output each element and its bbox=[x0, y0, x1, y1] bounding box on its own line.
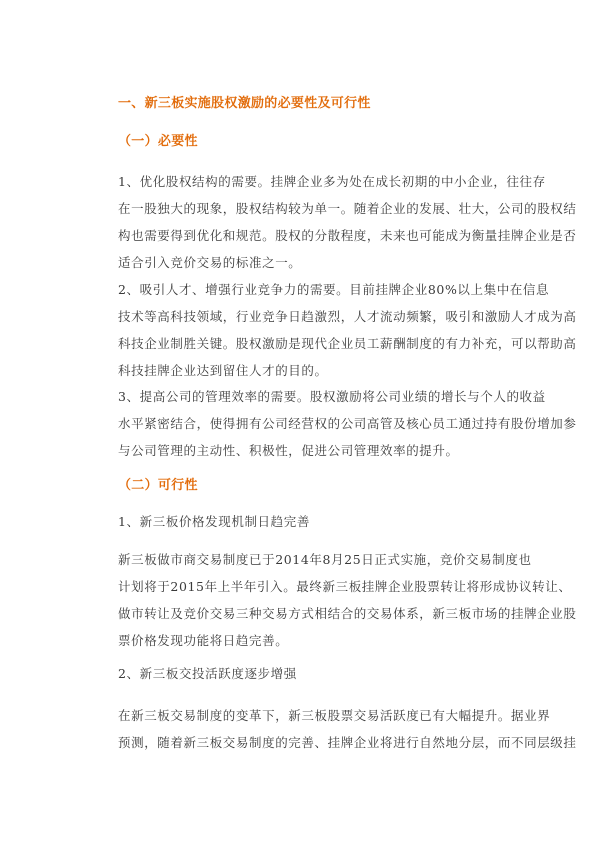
paragraph-line: 预测，随着新三板交易制度的完善、挂牌企业将进行自然地分层，而不同层级挂 bbox=[118, 735, 577, 750]
paragraph-line: 在新三板交易制度的变革下，新三板股票交易活跃度已有大幅提升。据业界 bbox=[118, 708, 551, 723]
paragraph-necessity-3 bbox=[118, 383, 577, 464]
paragraph-necessity-1 bbox=[118, 168, 577, 276]
paragraph-line: 新三板做市商交易制度已于2014年8月25日正式实施，竞价交易制度也 bbox=[118, 552, 532, 567]
paragraph-line: 2、吸引人才、增强行业竞争力的需要。目前挂牌企业80%以上集中在信息 bbox=[118, 282, 550, 297]
paragraph-line: 科技挂牌企业达到留住人才的目的。 bbox=[118, 363, 328, 378]
paragraph-line: 科技企业制胜关键。股权激励是现代企业员工薪酬制度的有力补充，可以帮助高 bbox=[118, 336, 577, 351]
paragraph-line: 技术等高科技领域，行业竞争日趋激烈，人才流动频繁，吸引和激励人才成为高 bbox=[118, 309, 577, 324]
paragraph-feasibility-1 bbox=[118, 546, 577, 654]
paragraph-line: 票价格发现功能将日趋完善。 bbox=[118, 633, 289, 648]
subsection-heading-necessity: （一）必要性 bbox=[118, 134, 198, 149]
subsection-heading-feasibility: （二）可行性 bbox=[118, 478, 198, 493]
paragraph-line: 水平紧密结合，使得拥有公司经营权的公司高管及核心员工通过持有股份增加参 bbox=[118, 416, 577, 431]
paragraph-line: 做市转让及竞价交易三种交易方式相结合的交易体系，新三板市场的挂牌企业股 bbox=[118, 606, 577, 621]
paragraph-line: 与公司管理的主动性、积极性，促进公司管理效率的提升。 bbox=[118, 443, 459, 458]
paragraph-feasibility-2 bbox=[118, 702, 577, 756]
feasibility-item-2-title: 2、新三板交投活跃度逐步增强 bbox=[118, 666, 297, 681]
paragraph-line: 计划将于2015年上半年引入。最终新三板挂牌企业股票转让将形成协议转让、 bbox=[118, 579, 572, 594]
paragraph-line: 构也需要得到优化和规范。股权的分散程度，未来也可能成为衡量挂牌企业是否 bbox=[118, 228, 577, 243]
paragraph-line: 在一股独大的现象，股权结构较为单一。随着企业的发展、壮大，公司的股权结 bbox=[118, 201, 577, 216]
paragraph-line: 1、优化股权结构的需要。挂牌企业多为处在成长初期的中小企业，往往存 bbox=[118, 174, 546, 189]
paragraph-necessity-2 bbox=[118, 276, 577, 384]
paragraph-line: 适合引入竞价交易的标准之一。 bbox=[118, 255, 302, 270]
section-heading: 一、新三板实施股权激励的必要性及可行性 bbox=[118, 96, 371, 111]
feasibility-item-1-title: 1、新三板价格发现机制日趋完善 bbox=[118, 514, 310, 529]
paragraph-line: 3、提高公司的管理效率的需要。股权激励将公司业绩的增长与个人的收益 bbox=[118, 389, 546, 404]
